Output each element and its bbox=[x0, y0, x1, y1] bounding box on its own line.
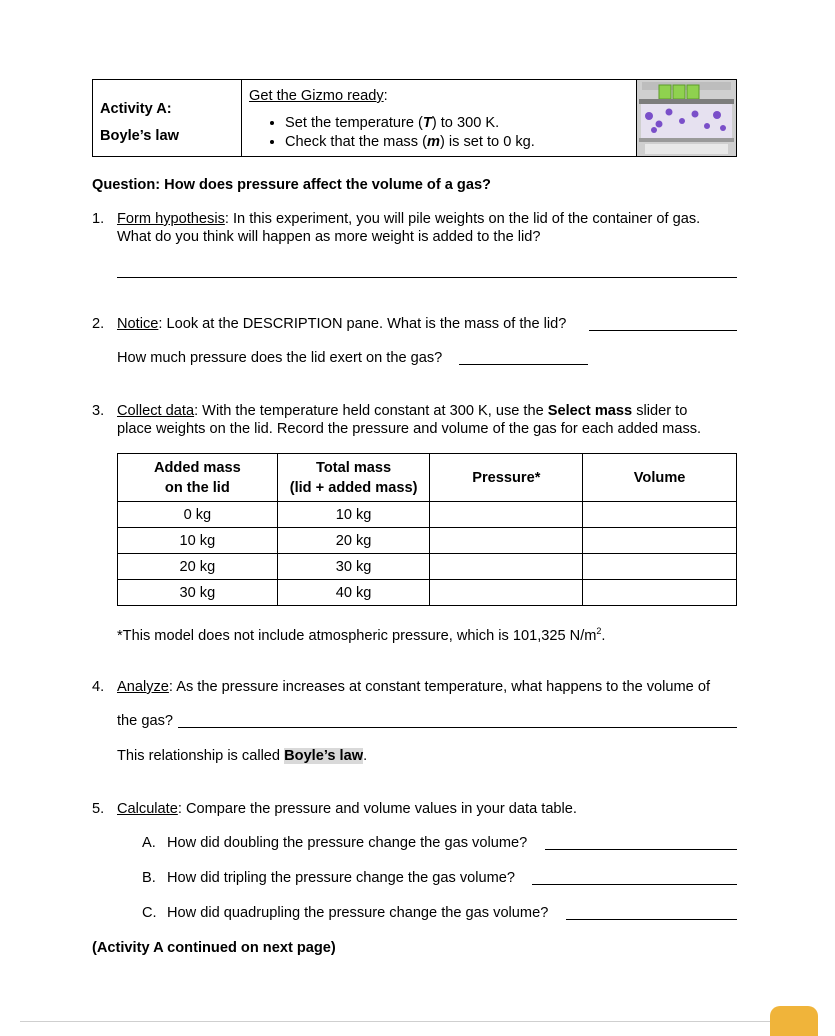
answer-line-q4[interactable] bbox=[178, 727, 737, 728]
cell-volume[interactable] bbox=[583, 554, 737, 580]
question-label: Collect data bbox=[117, 403, 195, 419]
question-label: Analyze bbox=[117, 679, 169, 695]
question-number: 2. bbox=[92, 316, 105, 332]
question-number: 3. bbox=[92, 403, 105, 419]
data-table bbox=[117, 453, 737, 606]
question-text: : As the pressure increases at constant temperature, what happens to the volume of bbox=[168, 679, 711, 695]
cell-added-mass: 30 kg bbox=[118, 580, 278, 606]
table-header-row bbox=[118, 454, 737, 502]
question-number: 4. bbox=[92, 679, 105, 695]
question-text: : Look at the DESCRIPTION pane. What is the mass of the lid? bbox=[158, 316, 567, 332]
cell-added-mass: 10 kg bbox=[118, 528, 278, 554]
setup-steps bbox=[249, 114, 636, 152]
table-row bbox=[118, 502, 737, 528]
question-1 bbox=[92, 211, 700, 227]
cell-added-mass: 20 kg bbox=[118, 554, 278, 580]
answer-line-q1[interactable] bbox=[117, 277, 737, 278]
gas-container-illustration bbox=[637, 80, 736, 156]
question-label: Calculate bbox=[117, 801, 178, 817]
gizmo-ready-colon: : bbox=[383, 88, 388, 104]
activity-label: Activity A: bbox=[100, 101, 172, 117]
cell-pressure[interactable] bbox=[430, 554, 583, 580]
sub-question-b: B. How did tripling the pressure change the gas volume? bbox=[142, 870, 516, 886]
header-volume: Volume bbox=[583, 454, 737, 502]
cell-pressure[interactable] bbox=[430, 580, 583, 606]
cell-added-mass: 0 kg bbox=[118, 502, 278, 528]
gizmo-thumbnail-image bbox=[637, 80, 736, 156]
answer-line-5b[interactable] bbox=[532, 884, 737, 885]
table-row bbox=[118, 554, 737, 580]
cell-volume[interactable] bbox=[583, 580, 737, 606]
question-2 bbox=[92, 316, 566, 332]
cell-total-mass: 10 kg bbox=[277, 502, 430, 528]
continued-note: (Activity A continued on next page) bbox=[92, 940, 336, 956]
question-heading: Question: How does pressure affect the volume of a gas? bbox=[92, 177, 491, 193]
question-text: slider to bbox=[632, 403, 688, 419]
setup-step: • Check that the mass (m) is set to 0 kg. bbox=[285, 133, 636, 152]
question-5 bbox=[92, 801, 577, 817]
footnote: *This model does not include atmospheric pressure, which is 101,325 $N/m^2$. bbox=[117, 626, 606, 644]
page-corner-badge bbox=[770, 1006, 818, 1036]
cell-total-mass: 20 kg bbox=[277, 528, 430, 554]
sub-question-a: A. How did doubling the pressure change the gas volume? bbox=[142, 835, 528, 851]
cell-volume[interactable] bbox=[583, 528, 737, 554]
activity-subtitle: Boyle’s law bbox=[100, 128, 179, 144]
setup-step: • Set the temperature (T) to 300 K. bbox=[285, 114, 636, 133]
question-4-line2: the gas? bbox=[117, 713, 173, 729]
question-4 bbox=[92, 679, 710, 695]
cell-pressure[interactable] bbox=[430, 502, 583, 528]
question-text: : With the temperature held constant at 300 K, use the bbox=[194, 403, 548, 419]
cell-pressure[interactable] bbox=[430, 528, 583, 554]
question-number: 1. bbox=[92, 211, 105, 227]
cell-volume[interactable] bbox=[583, 502, 737, 528]
answer-line-5a[interactable] bbox=[545, 849, 737, 850]
answer-line-5c[interactable] bbox=[566, 919, 737, 920]
activity-title bbox=[93, 80, 242, 156]
select-mass-term: Select mass bbox=[547, 403, 633, 419]
boyles-law-highlight: Boyle’s law bbox=[284, 748, 364, 764]
table-row bbox=[118, 580, 737, 606]
question-number: 5. bbox=[92, 801, 105, 817]
question-1-line2: What do you think will happen as more weight is added to the lid? bbox=[117, 229, 541, 245]
question-3-line2: place weights on the lid. Record the pressure and volume of the gas for each added mass. bbox=[117, 421, 702, 437]
table-row bbox=[118, 528, 737, 554]
question-label: Notice bbox=[117, 316, 159, 332]
footer-divider bbox=[20, 1021, 780, 1022]
header-pressure: Pressure* bbox=[430, 454, 583, 502]
cell-total-mass: 30 kg bbox=[277, 554, 430, 580]
question-3 bbox=[92, 403, 687, 419]
gizmo-ready-heading: Get the Gizmo ready bbox=[249, 88, 384, 104]
question-text: : Compare the pressure and volume values in your data table. bbox=[177, 801, 577, 817]
gizmo-ready-section bbox=[242, 80, 637, 156]
sub-question-c: C. How did quadrupling the pressure change the gas volume? bbox=[142, 905, 549, 921]
question-2-pressure: How much pressure does the lid exert on the gas? bbox=[117, 350, 443, 366]
question-label: Form hypothesis bbox=[117, 211, 225, 227]
boyles-law-statement: This relationship is called Boyle’s law. bbox=[117, 748, 368, 764]
cell-total-mass: 40 kg bbox=[277, 580, 430, 606]
header-total-mass: Total mass (lid + added mass) bbox=[277, 454, 430, 502]
question-text: : In this experiment, you will pile weights on the lid of the container of gas. bbox=[224, 211, 701, 227]
header-added-mass: Added mass on the lid bbox=[118, 454, 278, 502]
answer-line-lid-pressure[interactable] bbox=[459, 364, 588, 365]
activity-header-box bbox=[92, 79, 737, 157]
answer-line-lid-mass[interactable] bbox=[589, 330, 737, 331]
